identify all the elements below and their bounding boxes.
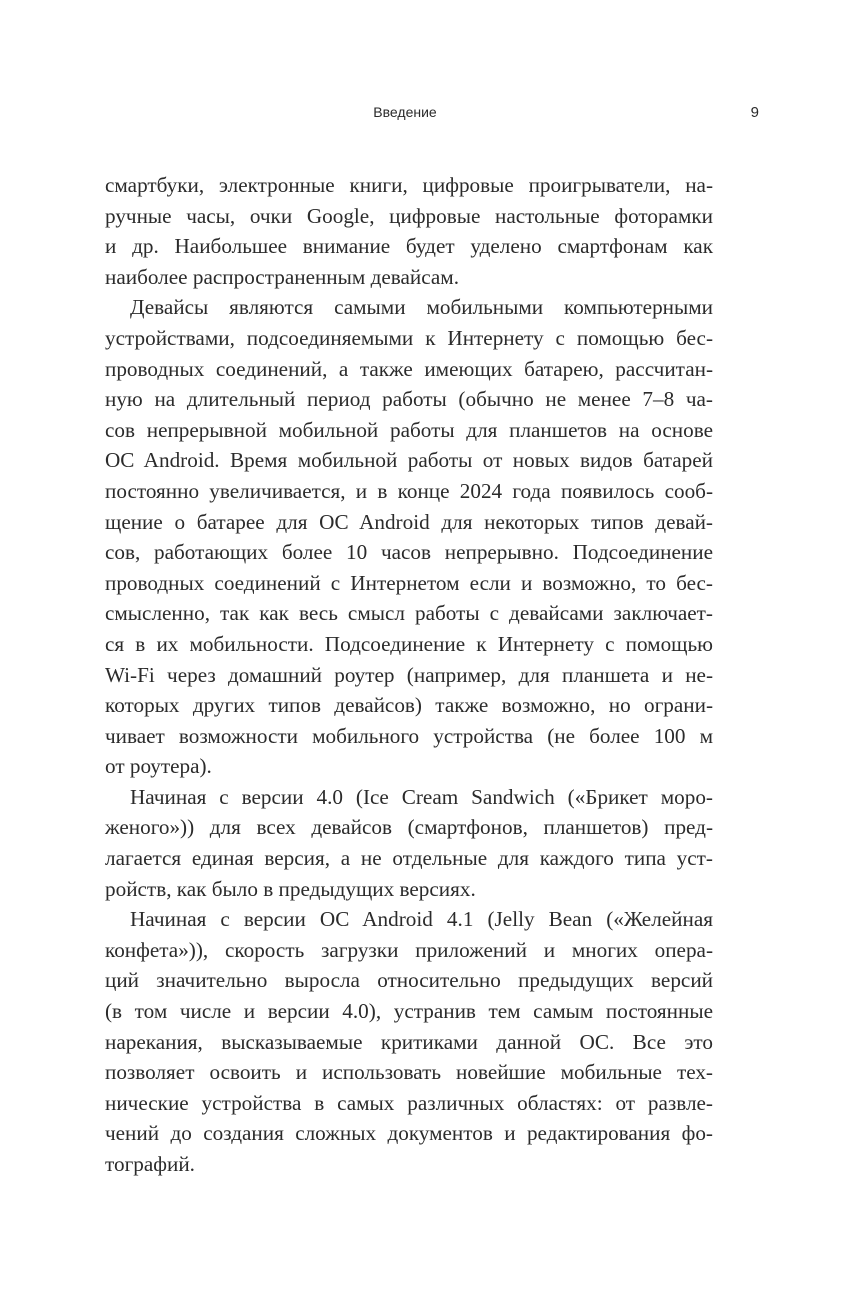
paragraph [105,782,713,904]
paragraph [105,904,713,1179]
page-number: 9 [750,104,759,121]
text-line: чивает возможности мобильного устройства (не более 100 м [105,723,713,748]
text-line: постоянно увеличивается, и в конце 2024 года появилось сооб- [105,478,713,503]
text-line: сов, работающих более 10 часов непрерывно. Подсоединение [105,540,713,565]
text-line: которых других типов девайсов) также возможно, но ограни- [105,693,713,718]
text-line: (в том числе и версии 4.0), устранив тем самым постоянные [105,999,713,1024]
body-text [105,170,713,1180]
text-line: лагается единая версия, а не отдельные для каждого типа уст- [105,846,713,871]
paragraph [105,170,713,292]
text-line: проводных соединений, а также имеющих батарею, рассчитан- [105,356,713,381]
text-line: смартбуки, электронные книги, цифровые проигрыватели, на- [105,173,713,197]
paragraph [105,292,713,782]
text-line: ций значительно выросла относительно предыдущих версий [105,968,713,993]
text-line: устройствами, подсоединяемыми к Интернету с помощью бес- [105,325,713,350]
running-header [0,104,844,124]
text-line: щение о батарее для OC Android для некоторых типов девай- [105,509,713,534]
text-line: проводных соединений с Интернетом если и возможно, то бес- [105,570,713,595]
text-line: женого»)) для всех девайсов (смартфонов, планшетов) пред- [105,815,713,840]
text-line: Wi-Fi через домашний роутер (например, для планшета и не- [105,662,713,687]
text-line: и др. Наибольшее внимание будет уделено смартфонам как [105,234,713,259]
text-line: OC Android. Время мобильной работы от новых видов батарей [105,448,713,473]
text-line: ручные часы, очки Google, цифровые настольные фоторамки [105,203,713,228]
text-line: ся в их мобильности. Подсоединение к Интернету с помощью [105,631,713,656]
text-line: сов непрерывной мобильной работы для планшетов на основе [105,417,713,442]
text-line: нарекания, высказываемые критиками данной OC. Все это [105,1029,713,1054]
text-line: Начиная с версии OC Android 4.1 (Jelly Bean («Желейная [130,907,713,932]
running-title: Введение [373,104,437,120]
text-line: Девайсы являются самыми мобильными компьютерными [130,295,713,320]
text-line: тографий. [105,1152,195,1176]
text-line: наиболее распространенным девайсам. [105,264,460,289]
text-line: чений до создания сложных документов и редактирования фо- [105,1121,713,1146]
text-line: ную на длительный период работы (обычно не менее 7–8 ча- [105,387,713,412]
text-line: Начиная с версии 4.0 (Ice Cream Sandwich («Брикет моро- [130,784,713,809]
text-line: от роутера). [105,754,212,779]
text-line: ройств, как было в предыдущих версиях. [105,876,476,901]
text-line: конфета»)), скорость загрузки приложений и многих опера- [105,937,713,962]
text-line: нические устройства в самых различных областях: от развле- [105,1090,713,1115]
text-line: смысленно, так как весь смысл работы с девайсами заключает- [105,601,713,626]
text-line: позволяет освоить и использовать новейшие мобильные тех- [105,1060,713,1085]
